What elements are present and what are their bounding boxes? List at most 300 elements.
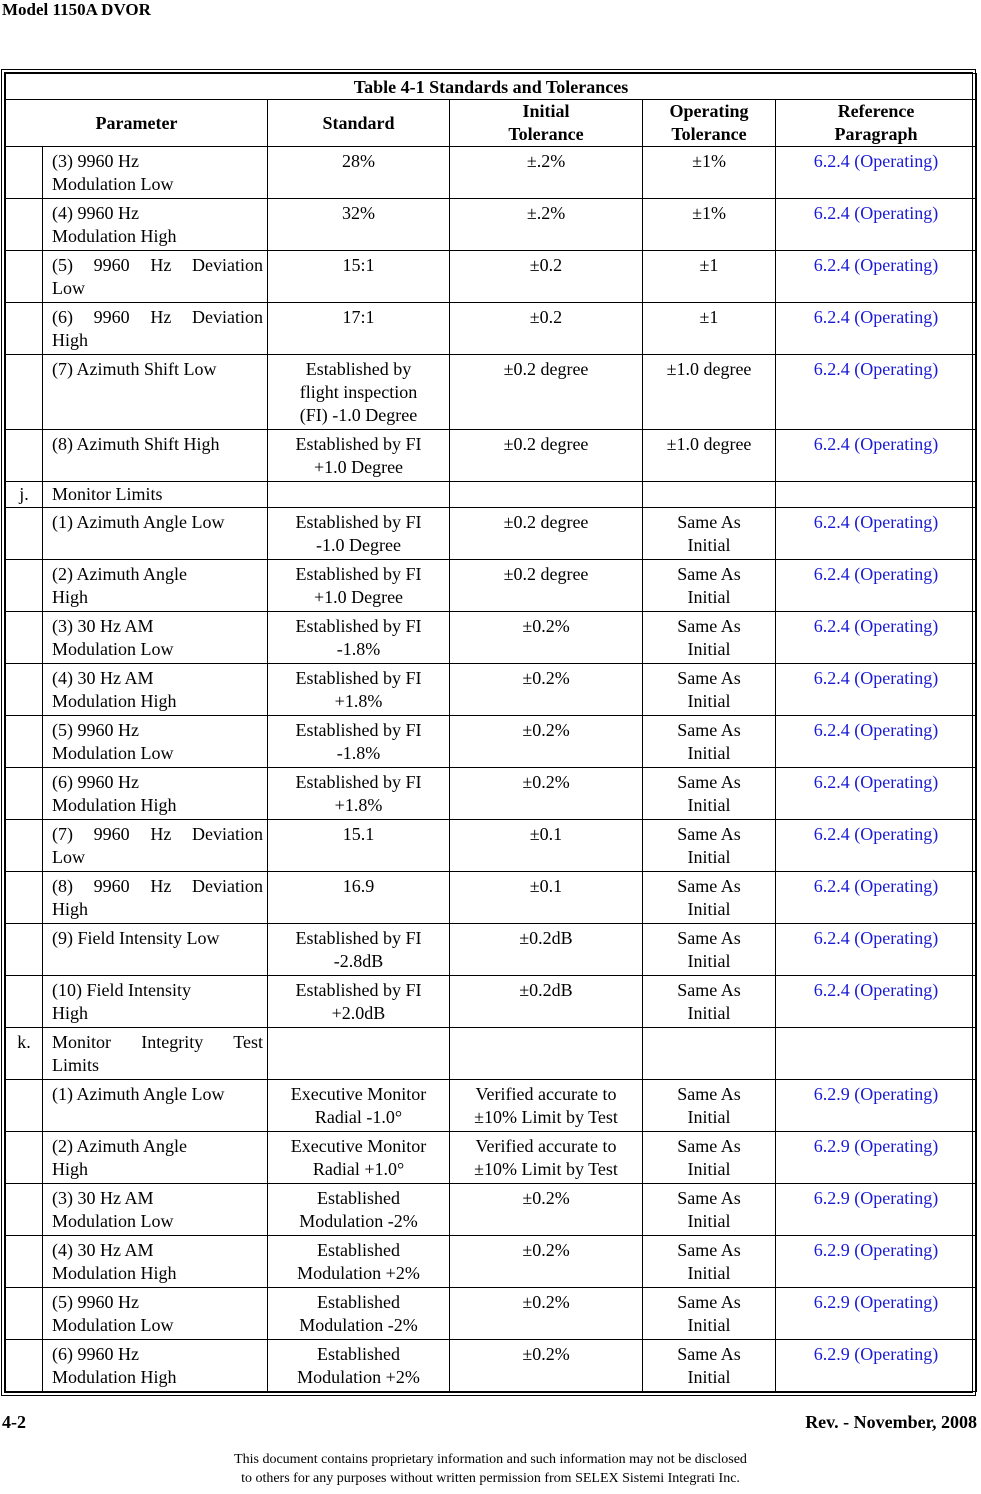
initial-tolerance-cell-line: ±0.2 degree [503, 359, 589, 379]
page-header-title: Model 1150A DVOR [2, 0, 151, 19]
parameter-cell [43, 872, 268, 924]
operating-tolerance-cell-line: ±1% [692, 203, 726, 223]
operating-tolerance-cell [643, 976, 776, 1028]
reference-paragraph-cell-text[interactable]: 6.2.9 (Operating) [813, 1136, 939, 1156]
operating-tolerance-cell [643, 1340, 776, 1392]
initial-tolerance-cell [450, 1340, 643, 1392]
table-row [6, 355, 977, 430]
initial-tolerance-cell [450, 430, 643, 482]
standard-cell-line: +1.8% [334, 795, 383, 815]
table-row [6, 199, 977, 251]
operating-tolerance-cell [643, 199, 776, 251]
header-operating-line2: Tolerance [671, 124, 747, 144]
reference-paragraph-cell [776, 612, 977, 664]
initial-tolerance-cell [450, 355, 643, 430]
initial-tolerance-cell [450, 716, 643, 768]
operating-tolerance-cell-line: Same As [677, 512, 741, 532]
operating-tolerance-cell [643, 147, 776, 199]
table-row [6, 1184, 977, 1236]
operating-tolerance-cell-line: ±1.0 degree [666, 434, 752, 454]
row-index [6, 716, 43, 768]
initial-tolerance-cell [450, 482, 643, 508]
row-index [6, 1340, 43, 1392]
operating-tolerance-cell [643, 664, 776, 716]
operating-tolerance-cell-line: Same As [677, 772, 741, 792]
initial-tolerance-cell-line: ±0.2% [522, 720, 570, 740]
reference-paragraph-cell [776, 1132, 977, 1184]
reference-paragraph-cell-text[interactable]: 6.2.4 (Operating) [813, 434, 939, 454]
parameter-cell [43, 1028, 268, 1080]
parameter-cell [43, 508, 268, 560]
reference-paragraph-cell [776, 199, 977, 251]
standard-cell-line: Established by FI [295, 772, 422, 792]
operating-tolerance-cell [643, 508, 776, 560]
row-index [6, 355, 43, 430]
row-index [6, 820, 43, 872]
parameter-cell [43, 1132, 268, 1184]
reference-paragraph-cell-text[interactable]: 6.2.4 (Operating) [813, 928, 939, 948]
reference-paragraph-cell-text[interactable]: 6.2.4 (Operating) [813, 564, 939, 584]
standard-cell [268, 664, 450, 716]
standards-table [5, 73, 977, 1392]
operating-tolerance-cell-line: Same As [677, 928, 741, 948]
parameter-cell [43, 482, 268, 508]
initial-tolerance-cell-line: ±0.2% [522, 668, 570, 688]
initial-tolerance-cell-line: ±10% Limit by Test [474, 1107, 618, 1127]
parameter-cell [43, 1288, 268, 1340]
row-index [6, 1132, 43, 1184]
table-body [6, 147, 977, 1392]
standard-cell-line: Established by FI [295, 928, 422, 948]
standard-cell [268, 560, 450, 612]
initial-tolerance-cell [450, 872, 643, 924]
reference-paragraph-cell-text[interactable]: 6.2.4 (Operating) [813, 980, 939, 1000]
initial-tolerance-cell [450, 508, 643, 560]
reference-paragraph-cell [776, 924, 977, 976]
table-row [6, 482, 977, 508]
parameter-cell-line: High [52, 899, 88, 919]
parameter-cell [43, 976, 268, 1028]
parameter-cell [43, 664, 268, 716]
initial-tolerance-cell-line: ±0.2% [522, 616, 570, 636]
initial-tolerance-cell [450, 1184, 643, 1236]
initial-tolerance-cell-line: ±0.2 degree [503, 512, 589, 532]
initial-tolerance-cell [450, 664, 643, 716]
operating-tolerance-cell-line: ±1 [699, 307, 719, 327]
initial-tolerance-cell [450, 251, 643, 303]
standard-cell-line: 32% [342, 203, 375, 223]
parameter-cell [43, 1340, 268, 1392]
row-index [6, 612, 43, 664]
table-header-row [6, 100, 977, 147]
row-index-text: k. [17, 1032, 31, 1052]
operating-tolerance-cell-line: Same As [677, 824, 741, 844]
reference-paragraph-cell [776, 976, 977, 1028]
operating-tolerance-cell [643, 716, 776, 768]
row-index [6, 251, 43, 303]
initial-tolerance-cell [450, 1132, 643, 1184]
table-row [6, 768, 977, 820]
standard-cell-line: +1.8% [334, 691, 383, 711]
header-reference-paragraph [776, 100, 977, 147]
row-index [6, 768, 43, 820]
standard-cell [268, 768, 450, 820]
parameter-cell [43, 147, 268, 199]
reference-paragraph-cell-text[interactable]: 6.2.4 (Operating) [813, 668, 939, 688]
row-index [6, 482, 43, 508]
table-row [6, 430, 977, 482]
operating-tolerance-cell-line: Same As [677, 720, 741, 740]
standard-cell [268, 872, 450, 924]
initial-tolerance-cell [450, 924, 643, 976]
initial-tolerance-cell [450, 768, 643, 820]
table-row [6, 820, 977, 872]
parameter-cell-line: (4) 30 Hz AM [52, 668, 154, 688]
reference-paragraph-cell-text[interactable]: 6.2.4 (Operating) [813, 824, 939, 844]
standard-cell [268, 199, 450, 251]
standard-cell [268, 355, 450, 430]
parameter-cell-line: Modulation High [52, 226, 177, 246]
parameter-cell [43, 768, 268, 820]
operating-tolerance-cell-line: Initial [687, 795, 731, 815]
reference-paragraph-cell-text[interactable]: 6.2.9 (Operating) [813, 1084, 939, 1104]
initial-tolerance-cell [450, 612, 643, 664]
reference-paragraph-cell [776, 768, 977, 820]
reference-paragraph-cell [776, 872, 977, 924]
reference-paragraph-cell-text[interactable]: 6.2.4 (Operating) [813, 359, 939, 379]
operating-tolerance-cell [643, 355, 776, 430]
standard-cell-line: Radial +1.0° [312, 1159, 405, 1179]
parameter-cell-line: Monitor Integrity Test [52, 1032, 263, 1052]
standard-cell-line: flight inspection [299, 382, 418, 402]
operating-tolerance-cell-line: Same As [677, 1344, 741, 1364]
operating-tolerance-cell [643, 303, 776, 355]
standard-cell-line: Established by FI [295, 512, 422, 532]
initial-tolerance-cell-line: ±0.1 [529, 824, 563, 844]
operating-tolerance-cell-line: Initial [687, 1263, 731, 1283]
operating-tolerance-cell-line: ±1 [699, 255, 719, 275]
row-index [6, 560, 43, 612]
parameter-cell [43, 924, 268, 976]
standard-cell-line: Modulation +2% [297, 1263, 420, 1283]
operating-tolerance-cell-line: Initial [687, 1367, 731, 1387]
standard-cell-line: 16.9 [342, 876, 375, 896]
initial-tolerance-cell [450, 1080, 643, 1132]
standard-cell-line: +1.0 Degree [313, 587, 404, 607]
operating-tolerance-cell-line: Initial [687, 1159, 731, 1179]
initial-tolerance-cell-line: Verified accurate to [475, 1136, 617, 1156]
revision-date: Rev. - November, 2008 [805, 1412, 977, 1432]
table-row [6, 1132, 977, 1184]
operating-tolerance-cell-line: ±1.0 degree [666, 359, 752, 379]
table-row [6, 716, 977, 768]
parameter-cell-line: (3) 9960 Hz [52, 151, 139, 171]
row-index [6, 199, 43, 251]
parameter-cell-line: (4) 30 Hz AM [52, 1240, 154, 1260]
row-index [6, 1288, 43, 1340]
standard-cell-line: Modulation -2% [299, 1315, 418, 1335]
standard-cell-line: +2.0dB [331, 1003, 386, 1023]
parameter-cell [43, 1184, 268, 1236]
table-row [6, 612, 977, 664]
initial-tolerance-cell-line: ±0.2% [522, 1240, 570, 1260]
reference-paragraph-cell-text[interactable]: 6.2.4 (Operating) [813, 255, 939, 275]
standard-cell [268, 430, 450, 482]
standard-cell [268, 508, 450, 560]
initial-tolerance-cell-line: ±0.2% [522, 772, 570, 792]
initial-tolerance-cell-line: ±0.2% [522, 1188, 570, 1208]
parameter-cell-line: (10) Field Intensity [52, 980, 191, 1000]
header-operating-tolerance [643, 100, 776, 147]
operating-tolerance-cell-line: Initial [687, 535, 731, 555]
initial-tolerance-cell-line: ±0.2% [522, 1344, 570, 1364]
initial-tolerance-cell [450, 820, 643, 872]
parameter-cell-line: High [52, 587, 88, 607]
parameter-cell [43, 303, 268, 355]
operating-tolerance-cell-line: Initial [687, 743, 731, 763]
standard-cell-line: -1.8% [336, 743, 381, 763]
operating-tolerance-cell-line: Initial [687, 1107, 731, 1127]
standard-cell-line: Established by FI [295, 980, 422, 1000]
parameter-cell-line: Monitor Limits [52, 484, 163, 504]
table-row [6, 1236, 977, 1288]
standard-cell-line: -2.8dB [333, 951, 384, 971]
row-index [6, 1236, 43, 1288]
reference-paragraph-cell-text[interactable]: 6.2.4 (Operating) [813, 616, 939, 636]
parameter-cell-line: Modulation High [52, 691, 177, 711]
page-number: 4-2 [2, 1412, 26, 1432]
parameter-cell-line: Low [52, 278, 85, 298]
initial-tolerance-cell [450, 560, 643, 612]
parameter-cell-line: (8) 9960 Hz Deviation [52, 876, 263, 896]
table-row [6, 872, 977, 924]
initial-tolerance-cell-line: Verified accurate to [475, 1084, 617, 1104]
standard-cell-line: Modulation +2% [297, 1367, 420, 1387]
parameter-cell-line: (1) Azimuth Angle Low [52, 1084, 225, 1104]
row-index [6, 1028, 43, 1080]
standard-cell-line: +1.0 Degree [313, 457, 404, 477]
header-initial-line2: Tolerance [508, 124, 584, 144]
reference-paragraph-cell-text[interactable]: 6.2.4 (Operating) [813, 720, 939, 740]
reference-paragraph-cell-text[interactable]: 6.2.9 (Operating) [813, 1240, 939, 1260]
operating-tolerance-cell-line: Initial [687, 1315, 731, 1335]
standard-cell-line: Executive Monitor [290, 1084, 427, 1104]
standard-cell [268, 612, 450, 664]
standard-cell [268, 1288, 450, 1340]
parameter-cell-line: (2) Azimuth Angle [52, 564, 187, 584]
operating-tolerance-cell [643, 872, 776, 924]
parameter-cell-line: Modulation Low [52, 1315, 174, 1335]
parameter-cell-line: Modulation Low [52, 1211, 174, 1231]
initial-tolerance-cell [450, 1288, 643, 1340]
header-reference-line2: Paragraph [834, 124, 918, 144]
standard-cell-line: Modulation -2% [299, 1211, 418, 1231]
operating-tolerance-cell-line: Initial [687, 587, 731, 607]
parameter-cell-line: Modulation High [52, 795, 177, 815]
parameter-cell [43, 251, 268, 303]
operating-tolerance-cell-line: Initial [687, 951, 731, 971]
operating-tolerance-cell [643, 1028, 776, 1080]
row-index [6, 147, 43, 199]
parameter-cell [43, 355, 268, 430]
disclaimer-line-1: This document contains proprietary information and such information may not be disclosed [234, 1452, 747, 1467]
operating-tolerance-cell [643, 430, 776, 482]
operating-tolerance-cell-line: Initial [687, 691, 731, 711]
parameter-cell-line: Low [52, 847, 85, 867]
initial-tolerance-cell-line: ±10% Limit by Test [474, 1159, 618, 1179]
parameter-cell-line: (9) Field Intensity Low [52, 928, 220, 948]
reference-paragraph-cell-text[interactable]: 6.2.4 (Operating) [813, 151, 939, 171]
standard-cell-line: Established [317, 1344, 400, 1364]
standard-cell [268, 1340, 450, 1392]
reference-paragraph-cell [776, 1288, 977, 1340]
table-row [6, 1028, 977, 1080]
standard-cell-line: Established [317, 1188, 400, 1208]
reference-paragraph-cell [776, 355, 977, 430]
reference-paragraph-cell-text[interactable]: 6.2.4 (Operating) [813, 876, 939, 896]
reference-paragraph-cell-text[interactable]: 6.2.4 (Operating) [813, 307, 939, 327]
header-initial-line1: Initial [522, 101, 570, 121]
operating-tolerance-cell-line: Initial [687, 847, 731, 867]
table-caption: Table 4-1 Standards and Tolerances [6, 74, 977, 100]
parameter-cell [43, 1236, 268, 1288]
standard-cell [268, 1236, 450, 1288]
table-row [6, 303, 977, 355]
operating-tolerance-cell [643, 612, 776, 664]
reference-paragraph-cell [776, 820, 977, 872]
operating-tolerance-cell-line: Initial [687, 899, 731, 919]
operating-tolerance-cell-line: Same As [677, 1188, 741, 1208]
operating-tolerance-cell [643, 482, 776, 508]
parameter-cell-line: Modulation Low [52, 639, 174, 659]
header-parameter: Parameter [6, 100, 268, 147]
row-index-text: j. [19, 484, 29, 504]
row-index [6, 508, 43, 560]
standard-cell [268, 716, 450, 768]
initial-tolerance-cell-line: ±.2% [526, 203, 566, 223]
reference-paragraph-cell-text[interactable]: 6.2.9 (Operating) [813, 1292, 939, 1312]
row-index [6, 924, 43, 976]
reference-paragraph-cell [776, 147, 977, 199]
initial-tolerance-cell-line: ±0.2dB [519, 928, 573, 948]
row-index [6, 430, 43, 482]
table-caption-row [6, 74, 977, 100]
table-row [6, 1080, 977, 1132]
parameter-cell-line: (6) 9960 Hz [52, 772, 139, 792]
table-row [6, 664, 977, 716]
reference-paragraph-cell [776, 430, 977, 482]
standard-cell [268, 482, 450, 508]
table-row [6, 508, 977, 560]
operating-tolerance-cell-line: Initial [687, 1211, 731, 1231]
reference-paragraph-cell [776, 560, 977, 612]
reference-paragraph-cell [776, 1184, 977, 1236]
row-index [6, 664, 43, 716]
header-operating-line1: Operating [669, 101, 749, 121]
parameter-cell [43, 560, 268, 612]
operating-tolerance-cell [643, 251, 776, 303]
reference-paragraph-cell-text[interactable]: 6.2.4 (Operating) [813, 772, 939, 792]
initial-tolerance-cell [450, 199, 643, 251]
initial-tolerance-cell-line: ±0.2 degree [503, 434, 589, 454]
reference-paragraph-cell-text[interactable]: 6.2.4 (Operating) [813, 203, 939, 223]
operating-tolerance-cell [643, 1288, 776, 1340]
table-row [6, 147, 977, 199]
parameter-cell-line: (1) Azimuth Angle Low [52, 512, 225, 532]
operating-tolerance-cell-line: Same As [677, 1292, 741, 1312]
parameter-cell [43, 612, 268, 664]
initial-tolerance-cell-line: ±0.2 degree [503, 564, 589, 584]
parameter-cell-line: (5) 9960 Hz Deviation [52, 255, 263, 275]
initial-tolerance-cell-line: ±.2% [526, 151, 566, 171]
standard-cell-line: 15.1 [342, 824, 375, 844]
header-reference-line1: Reference [837, 101, 915, 121]
reference-paragraph-cell-text[interactable]: 6.2.9 (Operating) [813, 1188, 939, 1208]
parameter-cell-line: (8) Azimuth Shift High [52, 434, 220, 454]
parameter-cell [43, 1080, 268, 1132]
standard-cell-line: Established by FI [295, 564, 422, 584]
operating-tolerance-cell [643, 560, 776, 612]
standard-cell-line: Established by [305, 359, 412, 379]
standard-cell-line: 17:1 [342, 307, 375, 327]
standard-cell-line: -1.8% [336, 639, 381, 659]
reference-paragraph-cell-text[interactable]: 6.2.9 (Operating) [813, 1344, 939, 1364]
reference-paragraph-cell [776, 482, 977, 508]
parameter-cell-line: High [52, 330, 88, 350]
table-row [6, 560, 977, 612]
initial-tolerance-cell [450, 976, 643, 1028]
initial-tolerance-cell [450, 1028, 643, 1080]
standard-cell [268, 820, 450, 872]
standard-cell-line: 28% [342, 151, 375, 171]
reference-paragraph-cell [776, 1080, 977, 1132]
header-initial-tolerance [450, 100, 643, 147]
operating-tolerance-cell-line: Same As [677, 980, 741, 1000]
standard-cell [268, 1028, 450, 1080]
operating-tolerance-cell [643, 1080, 776, 1132]
standard-cell-line: Established by FI [295, 720, 422, 740]
operating-tolerance-cell-line: Same As [677, 668, 741, 688]
parameter-cell-line: Modulation Low [52, 174, 174, 194]
operating-tolerance-cell [643, 1236, 776, 1288]
parameter-cell-line: High [52, 1003, 88, 1023]
parameter-cell-line: (2) Azimuth Angle [52, 1136, 187, 1156]
standard-cell [268, 924, 450, 976]
reference-paragraph-cell [776, 716, 977, 768]
parameter-cell-line: Limits [52, 1055, 100, 1075]
table-row [6, 1340, 977, 1392]
standard-cell-line: Radial -1.0° [314, 1107, 403, 1127]
parameter-cell [43, 199, 268, 251]
operating-tolerance-cell [643, 820, 776, 872]
reference-paragraph-cell-text[interactable]: 6.2.4 (Operating) [813, 512, 939, 532]
operating-tolerance-cell-line: ±1% [692, 151, 726, 171]
reference-paragraph-cell [776, 303, 977, 355]
standard-cell [268, 251, 450, 303]
parameter-cell [43, 820, 268, 872]
standard-cell-line: Established by FI [295, 668, 422, 688]
standard-cell-line: -1.0 Degree [316, 535, 401, 555]
operating-tolerance-cell-line: Initial [687, 639, 731, 659]
reference-paragraph-cell [776, 664, 977, 716]
parameter-cell [43, 430, 268, 482]
disclaimer-line-2: to others for any purposes without written permission from SELEX Sistemi Integrati Inc. [241, 1471, 740, 1486]
initial-tolerance-cell [450, 147, 643, 199]
proprietary-disclaimer [0, 1450, 981, 1488]
parameter-cell-line: (5) 9960 Hz [52, 1292, 139, 1312]
reference-paragraph-cell [776, 1340, 977, 1392]
standard-cell-line: Established [317, 1292, 400, 1312]
